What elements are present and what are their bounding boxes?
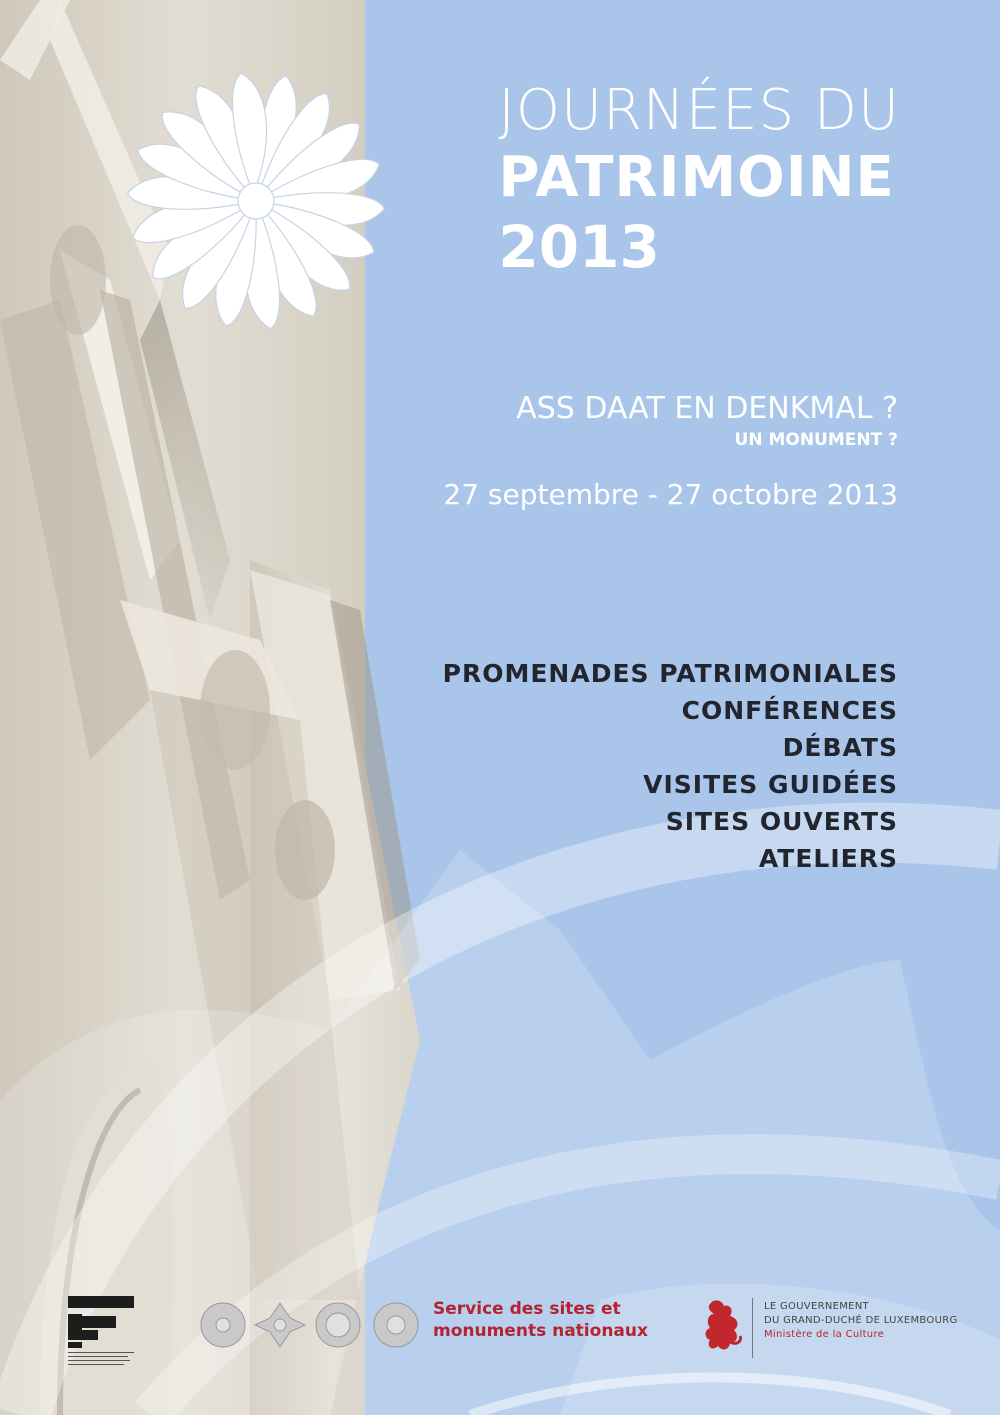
gov-divider (752, 1298, 753, 1358)
activity-item: SITES OUVERTS (665, 807, 898, 836)
title-block (498, 78, 900, 282)
service-line-2: monuments nationaux (433, 1321, 648, 1341)
activities-list (443, 655, 898, 877)
flower-logo-icon (125, 70, 387, 332)
event-dates: 27 septembre - 27 octobre 2013 (443, 478, 898, 511)
activity-item: VISITES GUIDÉES (643, 770, 898, 799)
activity-item: PROMENADES PATRIMONIALES (442, 659, 898, 688)
service-name (433, 1298, 648, 1342)
title-line-2: PATRIMOINE (498, 145, 895, 210)
title-year: 2013 (498, 213, 660, 281)
activity-item: DÉBATS (782, 733, 898, 762)
government-text (764, 1300, 958, 1342)
gov-line-2: DU GRAND-DUCHÉ DE LUXEMBOURG (764, 1315, 958, 1326)
subtitle-block (516, 390, 898, 452)
lion-icon (700, 1296, 746, 1356)
emblem-icons (198, 1300, 428, 1356)
subtitle-secondary: UN MONUMENT ? (734, 430, 898, 450)
gov-line-1: LE GOUVERNEMENT (764, 1301, 869, 1312)
subtitle-primary: ASS DAAT EN DENKMAL ? (516, 391, 898, 426)
title-line-1: JOURNÉES DU (498, 78, 900, 143)
service-line-1: Service des sites et (433, 1299, 621, 1319)
activity-item: CONFÉRENCES (681, 696, 898, 725)
f-logo-icon (68, 1296, 138, 1376)
gov-line-3: Ministère de la Culture (764, 1329, 885, 1340)
activity-item: ATELIERS (758, 844, 898, 873)
